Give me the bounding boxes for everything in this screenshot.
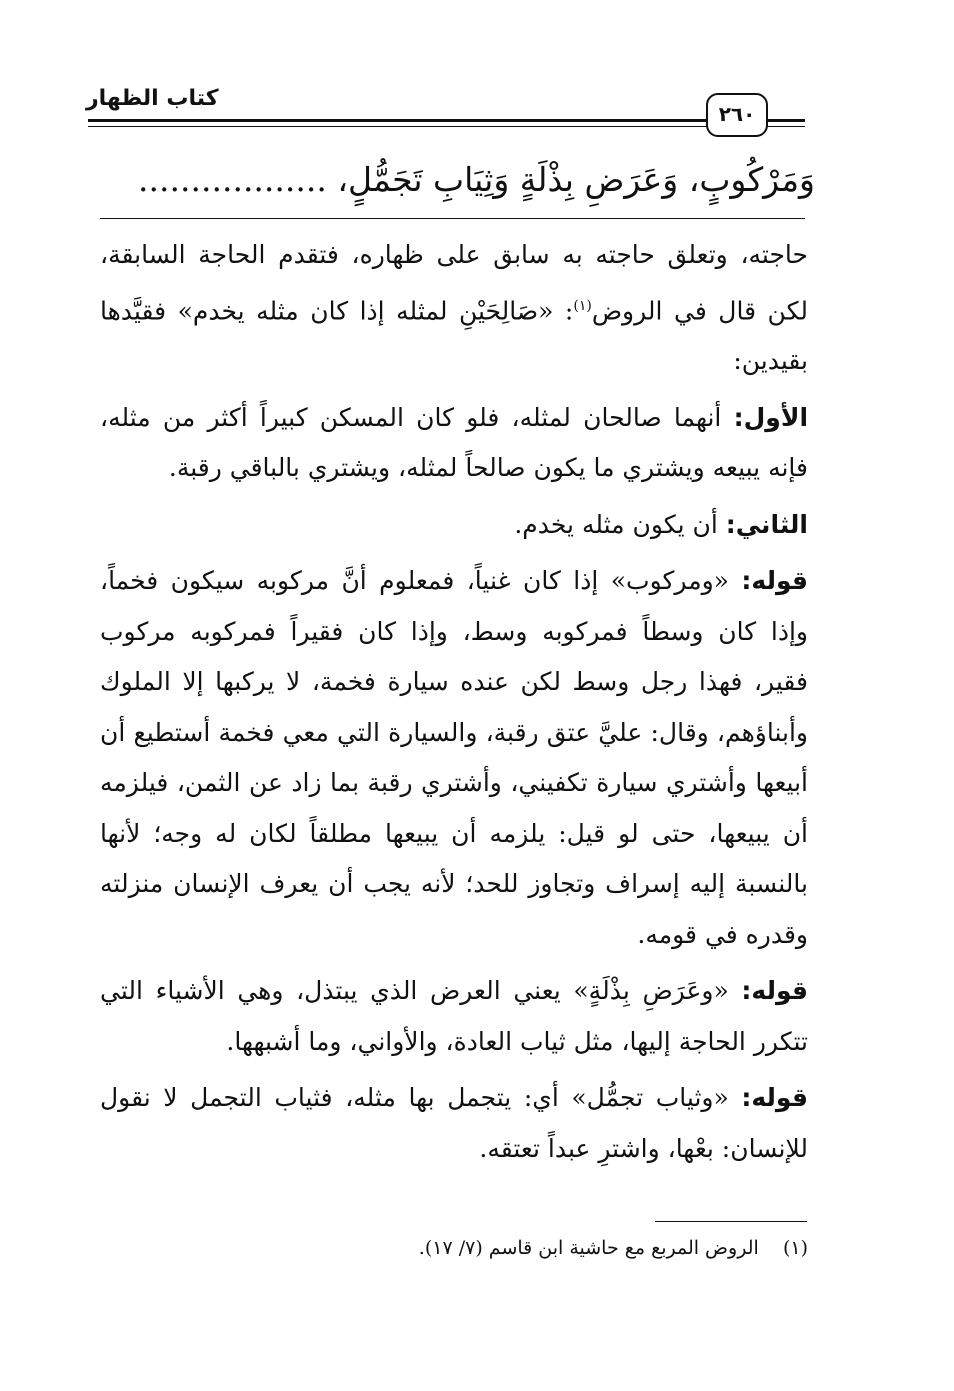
paragraph-2 xyxy=(100,393,808,494)
paragraph-text: حاجته، وتعلق حاجته به سابق على ظهاره، فتقدم الحاجة السابقة، لكن قال في الروض xyxy=(100,240,808,325)
keyword-label: الثاني: xyxy=(725,509,808,539)
running-header-title: كتاب الظهار xyxy=(86,86,219,111)
commentary-body xyxy=(100,230,808,1174)
keyword-label: قوله: xyxy=(741,1083,808,1113)
paragraph-text: أن يكون مثله يخدم. xyxy=(514,509,718,539)
keyword-label: الأول: xyxy=(733,402,809,432)
paragraph-text: أنهما صالحان لمثله، فلو كان المسكن كبيراً أكثر من مثله، فإنه يبيعه ويشتري ما يكون صالحاً لمثله، ويشتري بالباقي رقبة. xyxy=(100,402,808,483)
paragraph-3 xyxy=(100,500,808,551)
footnote-divider xyxy=(655,1221,807,1222)
header-double-rule xyxy=(88,119,805,127)
keyword-label: قوله: xyxy=(741,566,808,596)
footnote-number: (١) xyxy=(782,1237,808,1259)
matn-divider xyxy=(100,218,805,219)
footnote xyxy=(300,1232,808,1264)
matn-text: وَمَرْكُوبٍ، وَعَرَضِ بِذْلَةٍ وَثِيَابِ تَجَمُّلٍ، .................. xyxy=(138,160,815,199)
paragraph-4 xyxy=(100,556,808,960)
paragraph-text: : «صَالِحَيْنِ لمثله إذا كان مثله يخدم» فقيَّدها بقيدين: xyxy=(100,295,808,376)
keyword-label: قوله: xyxy=(741,976,808,1006)
footnote-text: الروض المربع مع حاشية ابن قاسم (٧/ ١٧). xyxy=(418,1237,759,1259)
paragraph-6 xyxy=(100,1073,808,1174)
paragraph-1 xyxy=(100,230,808,387)
paragraph-text: «وعَرَضِ بِذْلَةٍ» يعني العرض الذي يبتذل، وهي الأشياء التي تتكرر الحاجة إليها، مثل ثياب العادة، والأواني، وما أشبهها. xyxy=(100,976,808,1056)
page-number: ٢٦٠ xyxy=(706,93,768,137)
paragraph-5 xyxy=(100,966,808,1067)
footnote-ref: (١) xyxy=(573,297,592,314)
paragraph-text: «ومركوب» إذا كان غنياً، فمعلوم أنَّ مركوبه سيكون فخماً، وإذا كان وسطاً فمركوبه وسط، وإذا كان فقيراً فمركوبه مركوب فقير، فهذا رجل وسط لكن عنده سيارة فخمة، لا يركبها إلا الملوك وأبناؤهم، وقال: عليَّ عتق رقبة، والسيارة التي معي فخمة أستطيع أن أبيعها وأشتري سيارة تكفيني، وأشتري رقبة بما زاد عن الثمن، فيلزمه أن يبيعها، حتى لو قيل: يلزمه أن يبيعها مطلقاً لكان له وجه؛ لأنها بالنسبة إليه إسراف وتجاوز للحد؛ لأنه يجب أن يعرف الإنسان منزلته وقدره في قومه. xyxy=(100,566,808,949)
paragraph-text: «وثياب تجمُّل» أي: يتجمل بها مثله، فثياب التجمل لا نقول للإنسان: بعْها، واشترِ عبداً تعتقه. xyxy=(100,1083,808,1163)
